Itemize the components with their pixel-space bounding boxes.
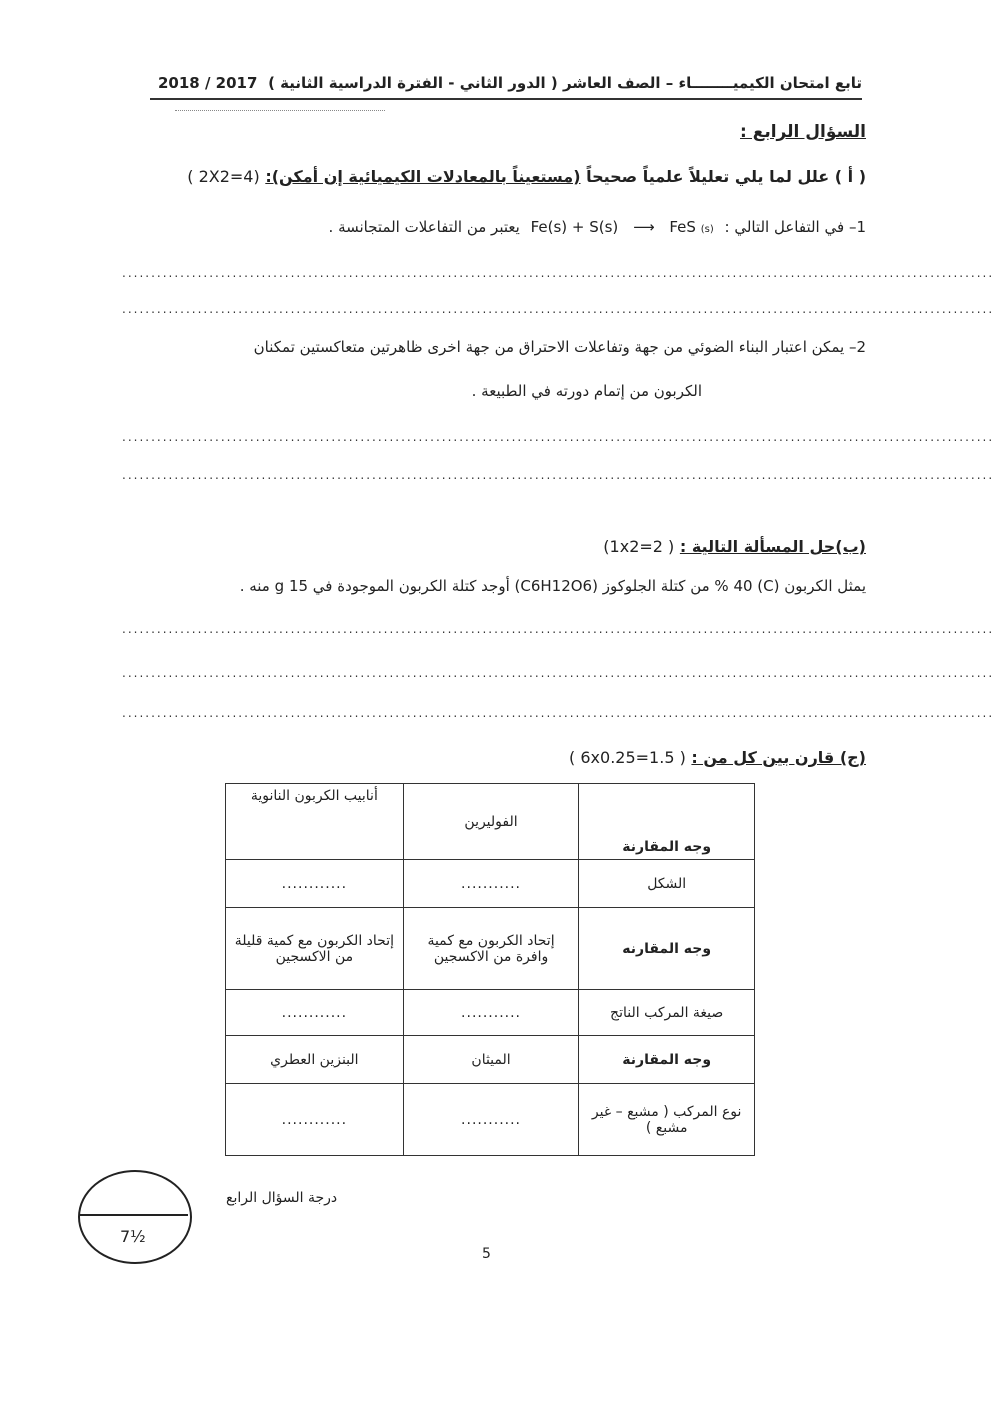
answer-line[interactable]: ...................................................................................................................................................... — [122, 430, 994, 444]
row4-col2[interactable]: ............ — [226, 990, 404, 1036]
answer-line[interactable]: ...................................................................................................................................................... — [122, 266, 994, 280]
question4-title: السؤال الرابع : — [740, 122, 866, 142]
exam-header — [150, 74, 862, 98]
part-c-heading-text: (ج) قارن بين كل من : — [691, 748, 866, 767]
exam-header-year: 2018 / 2017 — [158, 74, 258, 92]
part-a-item1 — [329, 218, 866, 236]
answer-line[interactable]: ...................................................................................................................................................... — [122, 706, 994, 720]
item1-prefix: 1– في التفاعل التالي : — [724, 218, 866, 236]
row3-col1: إتحاد الكربون مع كمية وافرة من الاكسجين — [403, 908, 579, 990]
answer-line[interactable]: ...................................................................................................................................................... — [122, 666, 994, 680]
page-number: 5 — [482, 1246, 491, 1262]
row6-label: نوع المركب ( مشبع – غير مشبع ) — [579, 1084, 755, 1156]
row2-col2[interactable]: ............ — [226, 860, 404, 908]
row6-col2[interactable]: ............ — [226, 1084, 404, 1156]
row5-col2: البنزين العطري — [226, 1036, 404, 1084]
table-row — [226, 860, 755, 908]
row6-col1[interactable]: ........... — [403, 1084, 579, 1156]
answer-line[interactable]: ...................................................................................................................................................... — [122, 622, 994, 636]
comparison-table — [225, 783, 755, 1156]
row1-col2: أنابيب الكربون النانوية — [226, 784, 404, 860]
part-a-heading-text: ( أ ) علل لما يلي تعليلاً علمياً صحيحاً — [586, 167, 866, 186]
row2-col1[interactable]: ........... — [403, 860, 579, 908]
item1-eq-reactants: Fe(s) + S(s) — [530, 218, 619, 236]
table-row — [226, 1036, 755, 1084]
part-a-item2-line1: 2– يمكن اعتبار البناء الضوئي من جهة وتفاعلات الاحتراق من جهة اخرى ظاهرتين متعاكستين تمكنان — [253, 338, 866, 356]
row4-col1[interactable]: ........... — [403, 990, 579, 1036]
row5-col1: الميثان — [403, 1036, 579, 1084]
answer-line[interactable]: ...................................................................................................................................................... — [122, 302, 994, 316]
part-a-heading — [187, 167, 866, 186]
row1-col1: الفوليرين — [403, 784, 579, 860]
part-a-marks: (4=2X2 ) — [187, 167, 260, 186]
reaction-arrow-icon: ⟶ — [633, 218, 655, 236]
item1-equation: Fe(s) + S(s) ⟶ FeS (s) — [530, 218, 714, 236]
item1-eq-product: FeS — [669, 218, 696, 236]
table-row — [226, 1084, 755, 1156]
part-b-heading-text: (ب)حل المسألة التالية : — [679, 537, 866, 556]
part-c-heading — [569, 748, 866, 767]
row3-label: وجه المقارنه — [579, 908, 755, 990]
part-b-marks: ( 2=1x2) — [603, 537, 675, 556]
table-row — [226, 990, 755, 1036]
score-label: درجة السؤال الرابع — [226, 1190, 338, 1206]
faint-divider — [175, 110, 385, 111]
header-divider — [150, 98, 862, 100]
exam-header-title: تابع امتحان الكيميــــــــاء – الصف العاشر ( الدور الثاني - الفترة الدراسية الثانية ) — [268, 74, 862, 92]
part-c-marks: ( 1.5=6x0.25 ) — [569, 748, 686, 767]
part-a-instruction: (مستعيناً بالمعادلات الكيميائية إن أمكن): — [265, 167, 581, 186]
row5-label: وجه المقارنة — [579, 1036, 755, 1084]
part-b-heading — [603, 537, 866, 556]
score-value: 7½ — [120, 1227, 146, 1246]
score-oval — [78, 1170, 192, 1264]
part-a-item2-line2: الكربون من إتمام دورته في الطبيعة . — [471, 382, 702, 400]
row3-col2: إتحاد الكربون مع كمية قليلة من الاكسجين — [226, 908, 404, 990]
table-row — [226, 908, 755, 990]
table-row — [226, 784, 755, 860]
score-oval-divider — [80, 1214, 188, 1216]
item1-suffix: يعتبر من التفاعلات المتجانسة . — [328, 218, 520, 236]
answer-line[interactable]: ...................................................................................................................................................... — [122, 468, 994, 482]
part-b-problem: يمثل الكربون (C) 40 % من كتلة الجلوكوز (C6H12O6) أوجد كتلة الكربون الموجودة في 15 g منه . — [239, 577, 866, 595]
row4-label: صيغة المركب الناتج — [579, 990, 755, 1036]
row2-label: الشكل — [579, 860, 755, 908]
row1-label: وجه المقارنة — [579, 784, 755, 860]
